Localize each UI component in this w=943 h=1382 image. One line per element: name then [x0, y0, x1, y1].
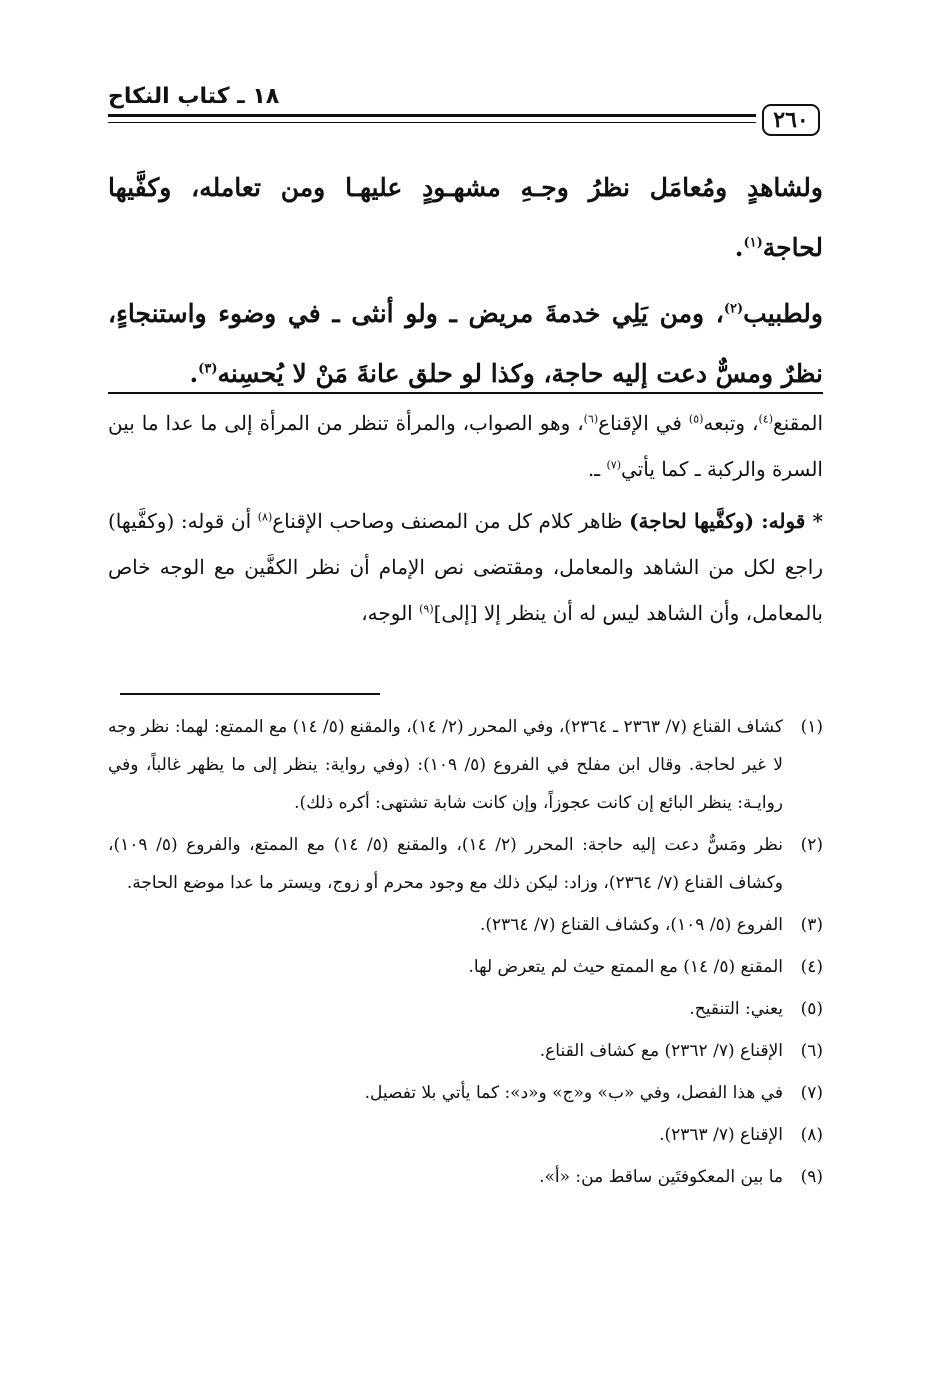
matn-punct: .	[189, 359, 199, 388]
footnote-text: الفروع (٥/ ١٠٩)، وكشاف القناع (٧/ ٢٣٦٤).	[479, 915, 783, 935]
header-rule-thick	[108, 114, 756, 117]
footnote-number: (٨)	[800, 1125, 823, 1145]
footnote-text: كشاف القناع (٧/ ٢٣٦٣ ـ ٢٣٦٤)، وفي المحرر (٢/ ١٤)، والمقنع (٥/ ١٤) مع الممتع: لهما: نظر وجه لا غير لحاجة. وقال ابن مفلح في الفروع (٥/ ١٠٩): (وفي رواية: ينظر إلى ما يظهر غالباً، وفي روايـة: ينظر البائع إن كانت عجوزاً، وإن كانت شابة تشتهى: أكره ذلك).	[108, 717, 784, 813]
footnote-item	[108, 906, 823, 944]
footnote-item	[108, 1032, 823, 1070]
footnote-item	[108, 948, 823, 986]
footnote-number: (٩)	[800, 1167, 823, 1187]
footnote-item	[108, 826, 823, 902]
footnote-text: في هذا الفصل، وفي «ب» و«ج» و«د»: كما يأتي بلا تفصيل.	[364, 1083, 783, 1103]
footnote-number: (١)	[800, 717, 823, 737]
commentary-span: في الإقناع	[598, 411, 689, 435]
footnote-number: (٧)	[800, 1083, 823, 1103]
commentary-span: المقنع	[772, 411, 823, 435]
page-header	[108, 84, 820, 144]
footnote-number: (٤)	[800, 957, 823, 977]
commentary-span: ، وتبعه	[703, 411, 759, 435]
footnote-ref[interactable]: (٧)	[606, 458, 621, 472]
matn-divider	[108, 392, 823, 394]
footnote-text: الإقناع (٧/ ٢٣٦٢) مع كشاف القناع.	[539, 1041, 783, 1061]
commentary-text	[108, 400, 823, 642]
footnote-text: نظر ومَسٌّ دعت إليه حاجة: المحرر (٢/ ١٤)، والمقنع (٥/ ١٤) مع الممتع، والفروع (٥/ ١٠٩)، وكشاف القناع (٧/ ٢٣٦٤)، وزاد: ليكن ذلك مع وجود محرم أو زوج، ويستر ما عدا موضع الحاجة.	[108, 835, 783, 893]
commentary-span: ، وهو الصواب، والمرأة تنظر من المرأة إلى ما عدا ما بين السرة والركبة ـ كما يأتي	[108, 411, 823, 481]
matn-text-span: ، ومن يَلِي خدمةَ مريض ـ ولو أنثى ـ في وضوء واستنجاءٍ، نظرٌ ومسٌّ دعت إليه حاجة، وكذا لو حلق عانةَ مَنْ لا يُحسِنه	[108, 299, 823, 388]
footnote-text: الإقناع (٧/ ٢٣٦٣).	[659, 1125, 783, 1145]
matn-text	[108, 158, 823, 410]
matn-paragraph-1	[108, 158, 823, 278]
footnotes-list	[108, 708, 823, 1200]
matn-text-span: ولشاهدٍ ومُعامَل نظرُ وجـهِ مشهـودٍ عليهـا ومن تعامله، وكفَّيها لحاجة	[108, 173, 823, 262]
footnote-number: (٥)	[800, 999, 823, 1019]
matn-punct: .	[734, 233, 744, 262]
footnote-item	[108, 1116, 823, 1154]
header-rule-thin	[108, 122, 756, 123]
footnote-ref[interactable]: (٤)	[758, 412, 773, 426]
footnote-ref[interactable]: (٩)	[419, 602, 434, 616]
footnote-item	[108, 1158, 823, 1196]
footnote-number: (٣)	[800, 915, 823, 935]
commentary-span: الوجه،	[361, 601, 420, 625]
commentary-span: أن قوله: (وكفَّيها) راجع لكل من الشاهد والمعامل، ومقتضى نص الإمام أن نظر الكفَّين مع الوجه خاص بالمعامل، وأن الشاهد ليس له أن ينظر إلا [إلى]	[108, 509, 823, 625]
footnote-item	[108, 990, 823, 1028]
footnote-text: المقنع (٥/ ١٤) مع الممتع حيث لم يتعرض لها.	[468, 957, 783, 977]
chapter-title: ١٨ ـ كتاب النكاح	[108, 84, 280, 109]
footnote-ref[interactable]: (٥)	[688, 412, 704, 426]
commentary-paragraph-1	[108, 400, 823, 492]
commentary-span: ظاهر كلام كل من المصنف وصاحب الإقناع	[272, 509, 630, 533]
footnote-text: يعني: التنقيح.	[689, 999, 783, 1019]
footnote-separator	[120, 693, 380, 695]
footnote-ref[interactable]: (١)	[743, 235, 763, 251]
qawl-heading: * قوله: (وكفَّيها لحاجة)	[629, 509, 824, 533]
matn-paragraph-2	[108, 284, 823, 404]
commentary-paragraph-2	[108, 498, 823, 636]
footnote-text: ما بين المعكوفتَين ساقط من: «أ».	[539, 1167, 783, 1187]
footnote-item	[108, 708, 823, 822]
footnote-number: (٢)	[800, 835, 823, 855]
footnote-ref[interactable]: (٦)	[583, 412, 599, 426]
footnote-number: (٦)	[800, 1041, 823, 1061]
commentary-span: ـ.	[587, 457, 607, 481]
footnote-ref[interactable]: (٢)	[723, 301, 744, 317]
footnote-item	[108, 1074, 823, 1112]
page-number-badge: ٢٦٠	[762, 104, 820, 136]
footnote-ref[interactable]: (٨)	[257, 510, 273, 524]
footnote-ref[interactable]: (٣)	[198, 361, 218, 377]
matn-text-span: ولطبيب	[743, 299, 823, 328]
